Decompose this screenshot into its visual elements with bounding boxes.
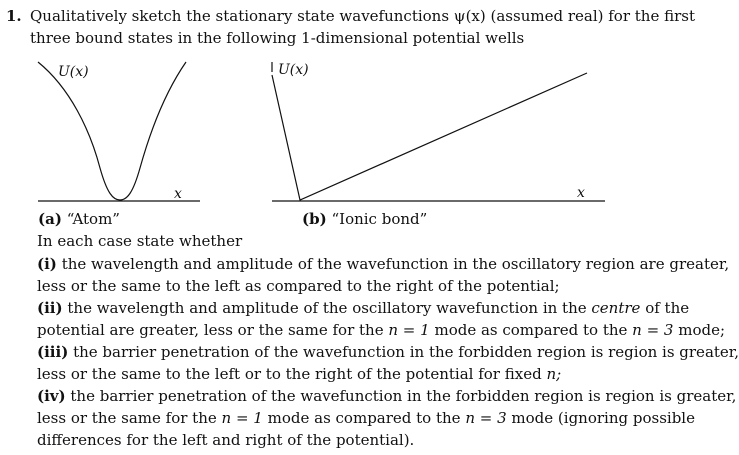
question-line-1: Qualitatively sketch the stationary state wavefunctions ψ(x) (assumed real) for the first	[30, 7, 695, 25]
item-i-line-2: less or the same to the left as compared to the right of the potential;	[37, 277, 560, 295]
item-iii-line-2	[37, 363, 660, 385]
atom-x-label: x	[174, 186, 182, 202]
item-ii-text-1b: centre	[591, 299, 641, 317]
item-iii-tag: (iii)	[37, 343, 69, 361]
ionic-potential-curve	[272, 73, 587, 200]
caption-ionic-text: “Ionic bond”	[331, 210, 428, 228]
question-number: 1.	[6, 7, 22, 25]
item-iv-tag: (iv)	[37, 387, 66, 405]
item-iii-line-1	[37, 341, 739, 363]
item-i-line-1	[37, 253, 730, 275]
item-ii-tag: (ii)	[37, 299, 63, 317]
item-ii-text-2a: potential are greater, less or the same for the	[37, 321, 384, 339]
potential-wells-figure	[0, 52, 690, 212]
item-ii-text-2e: mode;	[678, 321, 726, 339]
ionic-potential-plot	[272, 62, 605, 201]
item-ii-text-1c: of the	[645, 299, 690, 317]
item-iv-line-3: differences for the left and right of the potential).	[37, 431, 415, 449]
caption-ionic-bond	[302, 208, 427, 230]
item-iii-text-2a: less or the same to the left or to the right of the potential for fixed	[37, 365, 542, 383]
item-iv-line-2	[37, 407, 695, 429]
item-iv-text-1: the barrier penetration of the wavefunction in the forbidden region is region is greater,	[70, 387, 737, 405]
item-ii-text-1a: the wavelength and amplitude of the oscillatory wavefunction in the	[67, 299, 587, 317]
intro-line: In each case state whether	[37, 232, 243, 250]
item-ii-text-2c: mode as compared to the	[434, 321, 628, 339]
caption-atom-tag: (a)	[38, 210, 62, 228]
atom-y-label: U(x)	[58, 64, 89, 80]
caption-atom	[38, 208, 120, 230]
atom-potential-curve	[38, 62, 186, 200]
item-i-tag: (i)	[37, 255, 57, 273]
item-iv-line-1	[37, 385, 737, 407]
item-iii-text-2b: n;	[546, 365, 562, 383]
item-ii-line-1	[37, 297, 690, 319]
atom-potential-plot	[38, 62, 200, 202]
item-iv-text-2c: mode as compared to the	[267, 409, 461, 427]
ionic-x-label: x	[577, 185, 585, 201]
item-ii-text-2b: n = 1	[388, 321, 430, 339]
item-i-text-1: the wavelength and amplitude of the wavefunction in the oscillatory region are greater,	[61, 255, 730, 273]
item-iv-text-2d: n = 3	[465, 409, 507, 427]
ionic-y-label: U(x)	[278, 62, 309, 78]
item-iii-text-1: the barrier penetration of the wavefunction in the forbidden region is region is greater,	[73, 343, 739, 361]
question-line-2: three bound states in the following 1-dimensional potential wells	[30, 29, 525, 47]
item-ii-line-2	[37, 319, 726, 341]
caption-ionic-tag: (b)	[302, 210, 327, 228]
item-iv-text-2b: n = 1	[221, 409, 263, 427]
item-iv-text-2e: mode (ignoring possible	[511, 409, 695, 427]
caption-atom-text: “Atom”	[66, 210, 120, 228]
item-iv-text-2a: less or the same for the	[37, 409, 217, 427]
item-ii-text-2d: n = 3	[632, 321, 674, 339]
